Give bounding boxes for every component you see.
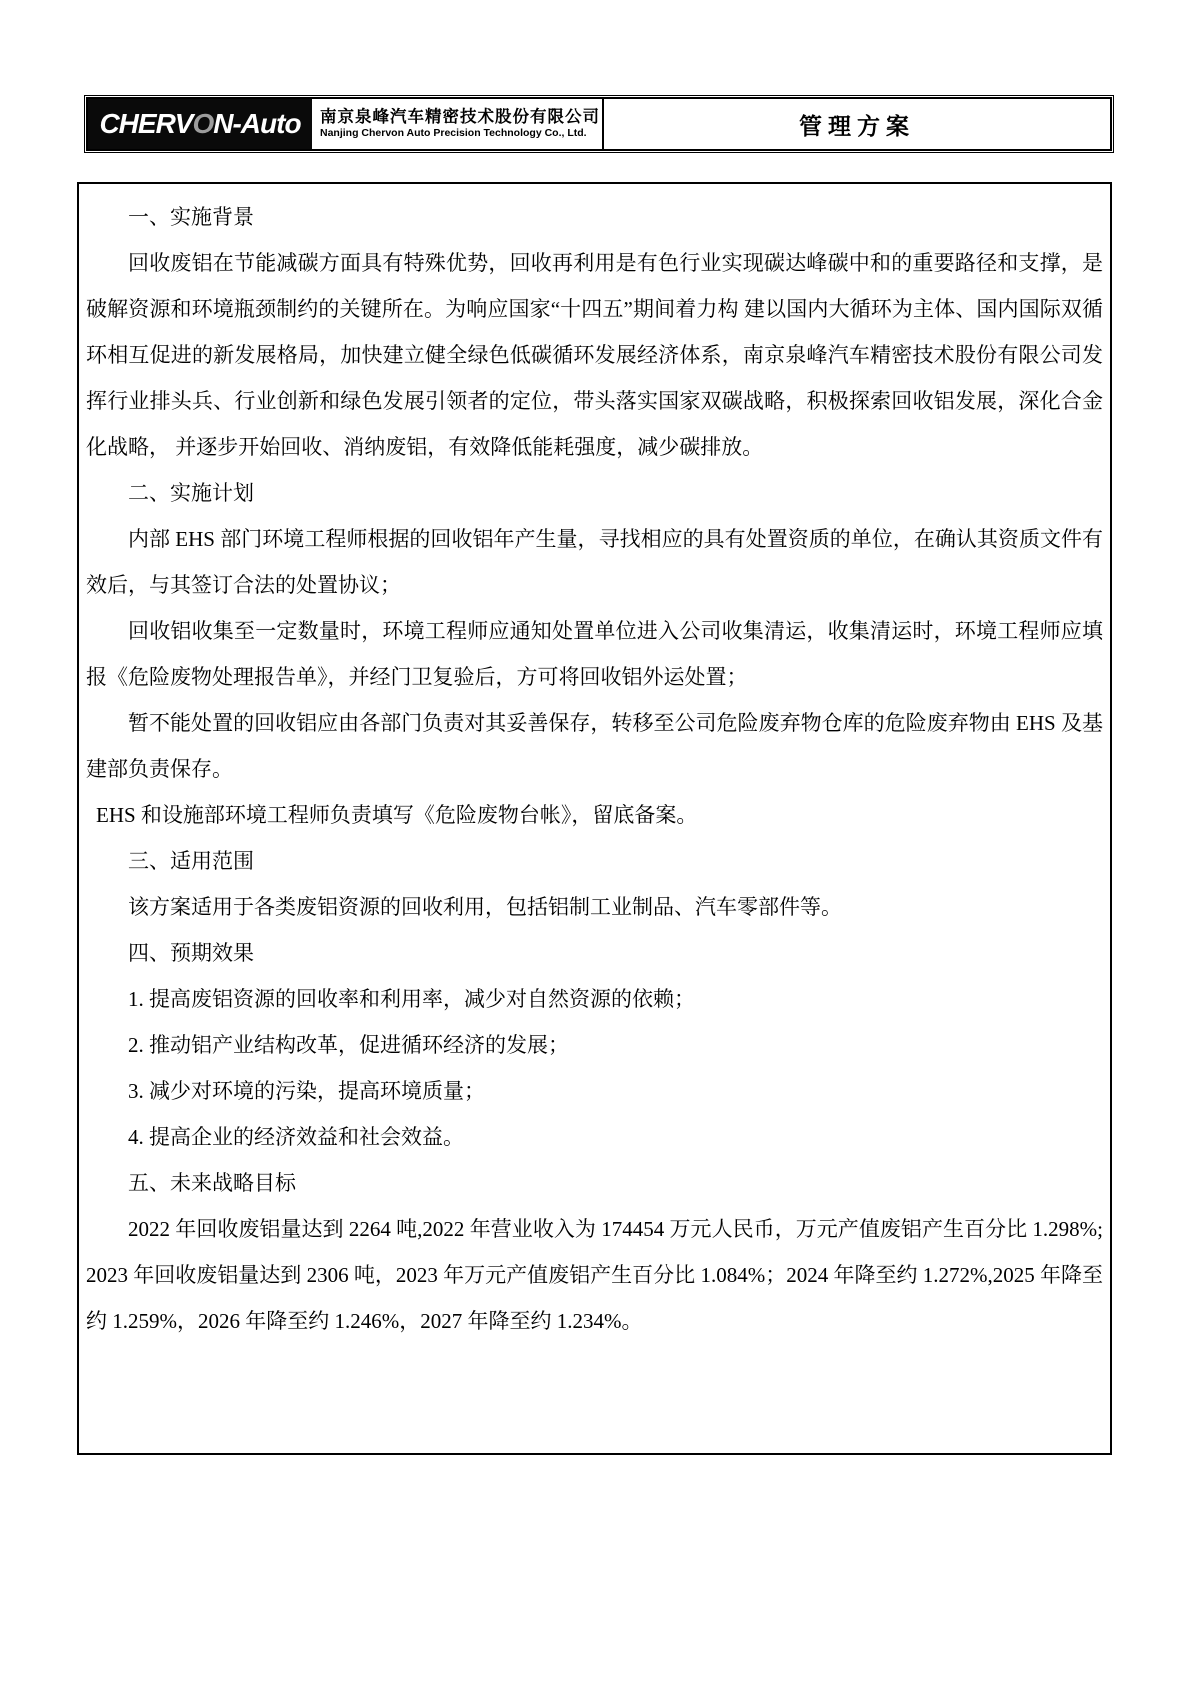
doc-title: 管理方案: [799, 113, 915, 139]
section-4-list-item-2: 2. 推动铝产业结构改革，促进循环经济的发展；: [128, 1033, 569, 1057]
section-1-heading: 一、实施背景: [128, 205, 254, 229]
section-2-paragraph-4: EHS 和设施部环境工程师负责填写《危险废物台帐》，留底备案。: [96, 803, 698, 827]
document-header: [86, 97, 1112, 151]
section-4-heading: 四、预期效果: [128, 941, 254, 965]
section-3-heading: 三、适用范围: [128, 849, 254, 873]
section-1-paragraph: 回收废铝在节能减碳方面具有特殊优势，回收再利用是有色行业实现碳达峰碳中和的重要路径和支撑，是破解资源和环境瓶颈制约的关键所在。为响应国家“十四五”期间着力构 建以国内大循环为主体、国内国际双循环相互促进的新发展格局，加快建立健全绿色低碳循环发展经济体系，南京泉峰汽车精密技术股份有限公司发挥行业排头兵、行业创新和绿色发展引领者的定位，带头落实国家双碳战略，积极探索回收铝发展，深化合金化战略， 并逐步开始回收、消纳废铝，有效降低能耗强度，减少碳排放。: [86, 251, 1103, 459]
company-name-cn: 南京泉峰汽车精密技术股份有限公司: [320, 107, 600, 126]
company-name-cell: [312, 99, 604, 149]
section-3-paragraph: 该方案适用于各类废铝资源的回收利用，包括铝制工业制品、汽车零部件等。: [128, 895, 842, 919]
section-2-heading: 二、实施计划: [128, 481, 254, 505]
section-2-paragraph-3: 暂不能处置的回收铝应由各部门负责对其妥善保存，转移至公司危险废弃物仓库的危险废弃物由 EHS 及基建部负责保存。: [86, 711, 1103, 781]
section-4-list-item-4: 4. 提高企业的经济效益和社会效益。: [128, 1125, 464, 1149]
logo-text-right: N-Auto: [213, 108, 301, 139]
company-name-en: Nanjing Chervon Auto Precision Technology Co., Ltd.: [320, 127, 587, 140]
chervon-auto-logo: [88, 99, 312, 149]
section-5-heading: 五、未来战略目标: [128, 1171, 296, 1195]
document-body: [77, 182, 1112, 1455]
section-2-paragraph-1: 内部 EHS 部门环境工程师根据的回收铝年产生量，寻找相应的具有处置资质的单位，在确认其资质文件有效后，与其签订合法的处置协议；: [86, 527, 1103, 597]
section-4-list-item-1: 1. 提高废铝资源的回收率和利用率，减少对自然资源的依赖；: [128, 987, 695, 1011]
section-4-list-item-3: 3. 减少对环境的污染，提高环境质量；: [128, 1079, 485, 1103]
logo-ring-o-icon: O: [192, 108, 214, 139]
section-2-paragraph-2: 回收铝收集至一定数量时，环境工程师应通知处置单位进入公司收集清运，收集清运时，环境工程师应填报《危险废物处理报告单》，并经门卫复验后，方可将回收铝外运处置；: [86, 619, 1103, 689]
logo-text-left: CHERV: [99, 108, 193, 139]
section-5-paragraph: 2022 年回收废铝量达到 2264 吨,2022 年营业收入为 174454 万元人民币，万元产值废铝产生百分比 1.298%; 2023 年回收废铝量达到 2306 吨，2023 年万元产值废铝产生百分比 1.084%；2024 年降至约 1.272%,2025 年降至约 1.259%，2026 年降至约 1.246%，2027 年降至约 1.234%。: [86, 1217, 1103, 1333]
